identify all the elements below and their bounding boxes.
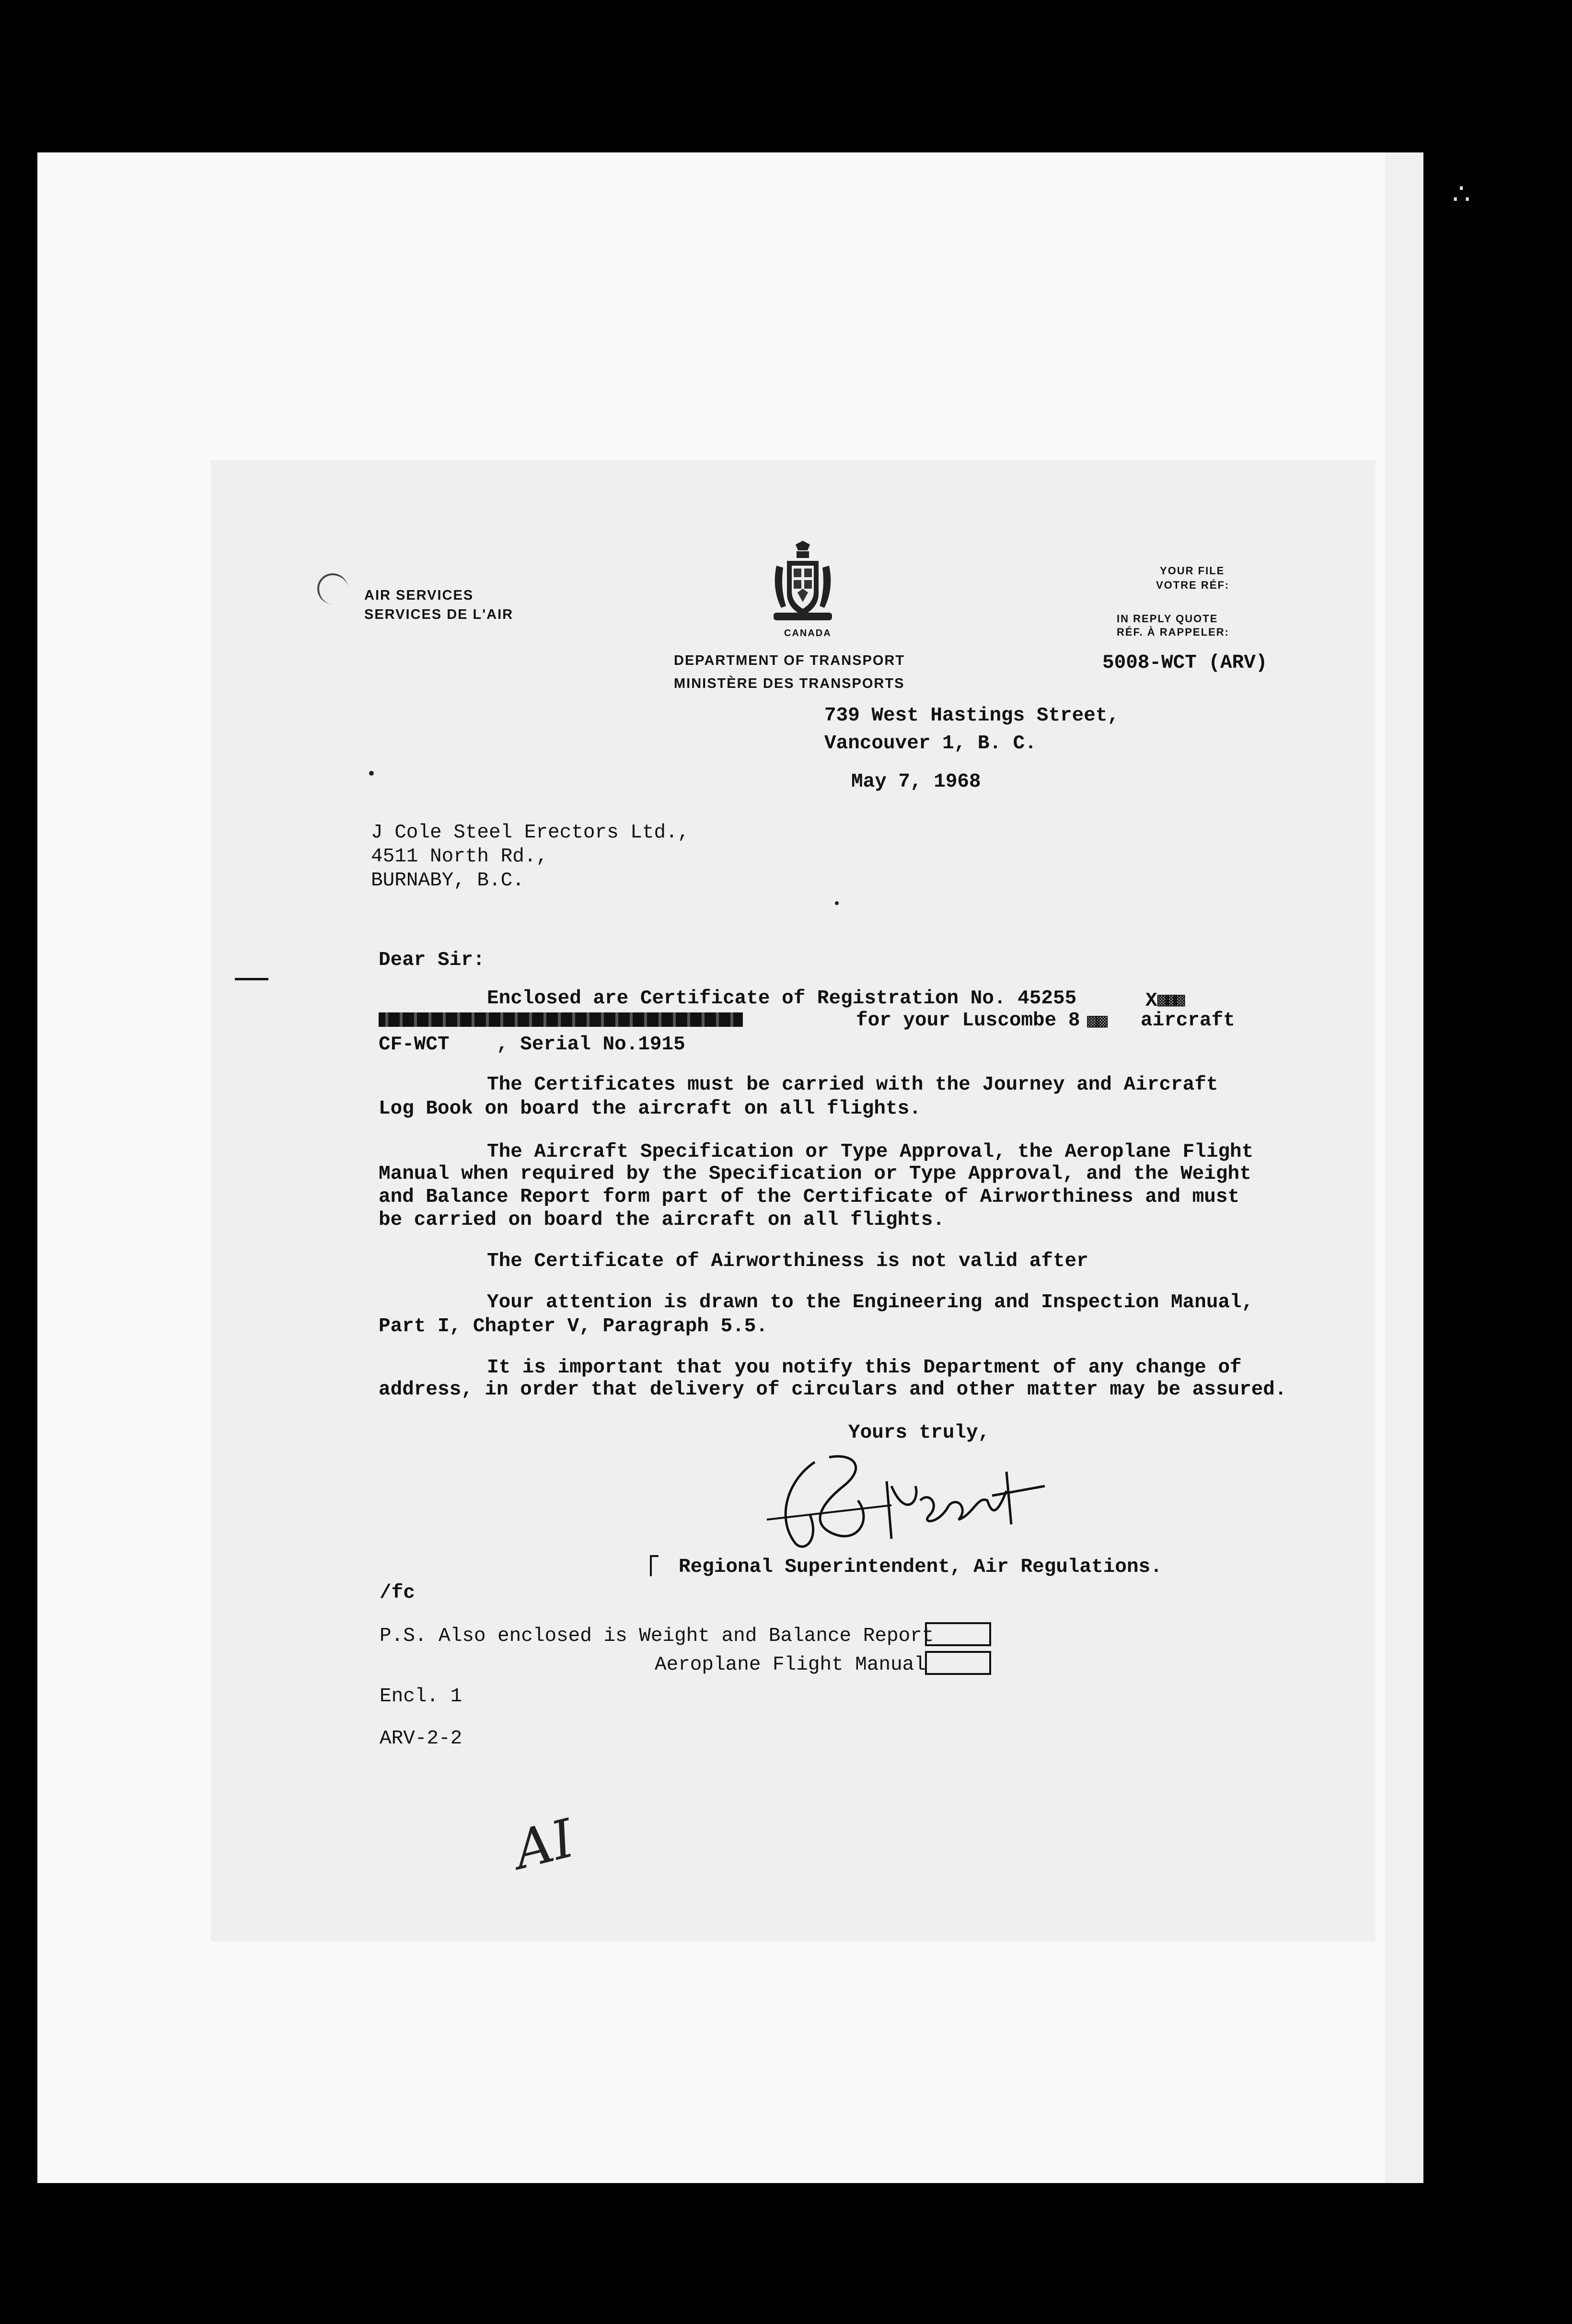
- votre-ref-label: VOTRE RÉF:: [1156, 579, 1230, 591]
- salutation: Dear Sir:: [379, 949, 485, 971]
- reference-number: 5008-WCT (ARV): [1102, 652, 1268, 674]
- services-de-lair-label: SERVICES DE L'AIR: [364, 607, 514, 622]
- struck-out-text: X▩▩▩: [1145, 990, 1181, 1012]
- body-p5-line1: Your attention is drawn to the Engineering and Inspection Manual,: [487, 1291, 1254, 1313]
- body-p3-line1: The Aircraft Specification or Type Approval, the Aeroplane Flight: [487, 1141, 1254, 1163]
- struck-out-text: ▩▩: [1087, 1011, 1105, 1033]
- ps-line1: P.S. Also enclosed is Weight and Balance Report: [380, 1625, 934, 1647]
- page-edge-strip: [1385, 152, 1423, 2183]
- body-p1-line1: Enclosed are Certificate of Registration No. 45255: [487, 988, 1077, 1010]
- ref-a-rappeler-label: RÉF. À RAPPELER:: [1117, 626, 1229, 638]
- form-code: ARV-2-2: [380, 1728, 462, 1750]
- speck-mark: [835, 901, 839, 905]
- body-p5-line2: Part I, Chapter V, Paragraph 5.5.: [379, 1315, 768, 1337]
- body-p6-line2: address, in order that delivery of circulars and other matter may be assured.: [379, 1379, 1287, 1401]
- department-title-en: DEPARTMENT OF TRANSPORT: [674, 653, 905, 668]
- speck-mark: [369, 771, 374, 776]
- closing: Yours truly,: [848, 1422, 990, 1444]
- department-title-fr: MINISTÈRE DES TRANSPORTS: [674, 676, 905, 691]
- typist-initials: /fc: [380, 1582, 415, 1604]
- body-p2-line2: Log Book on board the aircraft on all flights.: [379, 1098, 921, 1120]
- handwritten-note: AI: [508, 1807, 580, 1882]
- recipient-line2: 4511 North Rd.,: [371, 846, 548, 868]
- canada-coat-of-arms-icon: [767, 541, 839, 627]
- letter-date: May 7, 1968: [851, 771, 981, 793]
- in-reply-quote-label: IN REPLY QUOTE: [1117, 613, 1218, 625]
- your-file-label: YOUR FILE: [1160, 565, 1225, 577]
- margin-mark: ∴: [1452, 177, 1471, 211]
- ps-line2: Aeroplane Flight Manual: [655, 1654, 926, 1676]
- body-p2-line1: The Certificates must be carried with the Journey and Aircraft: [487, 1074, 1218, 1096]
- margin-dash: [235, 978, 268, 980]
- recipient-line3: BURNABY, B.C.: [371, 870, 524, 892]
- air-services-label: AIR SERVICES: [364, 588, 474, 603]
- recipient-line1: J Cole Steel Erectors Ltd.,: [371, 822, 690, 844]
- crest-label: CANADA: [784, 628, 832, 639]
- signatory-title: Regional Superintendent, Air Regulations.: [679, 1556, 1162, 1578]
- body-p3-line3: and Balance Report form part of the Certificate of Airworthiness and must: [379, 1186, 1240, 1208]
- sender-address-line2: Vancouver 1, B. C.: [824, 732, 1037, 755]
- body-p1-line2: for your Luscombe 8: [856, 1010, 1080, 1032]
- flight-manual-checkbox[interactable]: [925, 1651, 991, 1675]
- enclosure-note: Encl. 1: [380, 1685, 462, 1708]
- sender-address-line1: 739 West Hastings Street,: [824, 705, 1120, 727]
- handwritten-signature: [748, 1443, 1054, 1558]
- punch-hole-mark: [317, 573, 348, 604]
- body-p1-line3: CF-WCT , Serial No.1915: [379, 1034, 685, 1056]
- body-p1-aircraft: aircraft: [1141, 1010, 1235, 1032]
- weight-balance-checkbox[interactable]: [925, 1622, 991, 1646]
- struck-out-text: [379, 1012, 743, 1027]
- body-p3-line2: Manual when required by the Specification or Type Approval, and the Weight: [379, 1163, 1251, 1185]
- body-p6-line1: It is important that you notify this Department of any change of: [487, 1357, 1242, 1379]
- signature-bracket-mark: [650, 1555, 659, 1576]
- body-p3-line4: be carried on board the aircraft on all flights.: [379, 1209, 945, 1231]
- body-p4: The Certificate of Airworthiness is not valid after: [487, 1250, 1088, 1272]
